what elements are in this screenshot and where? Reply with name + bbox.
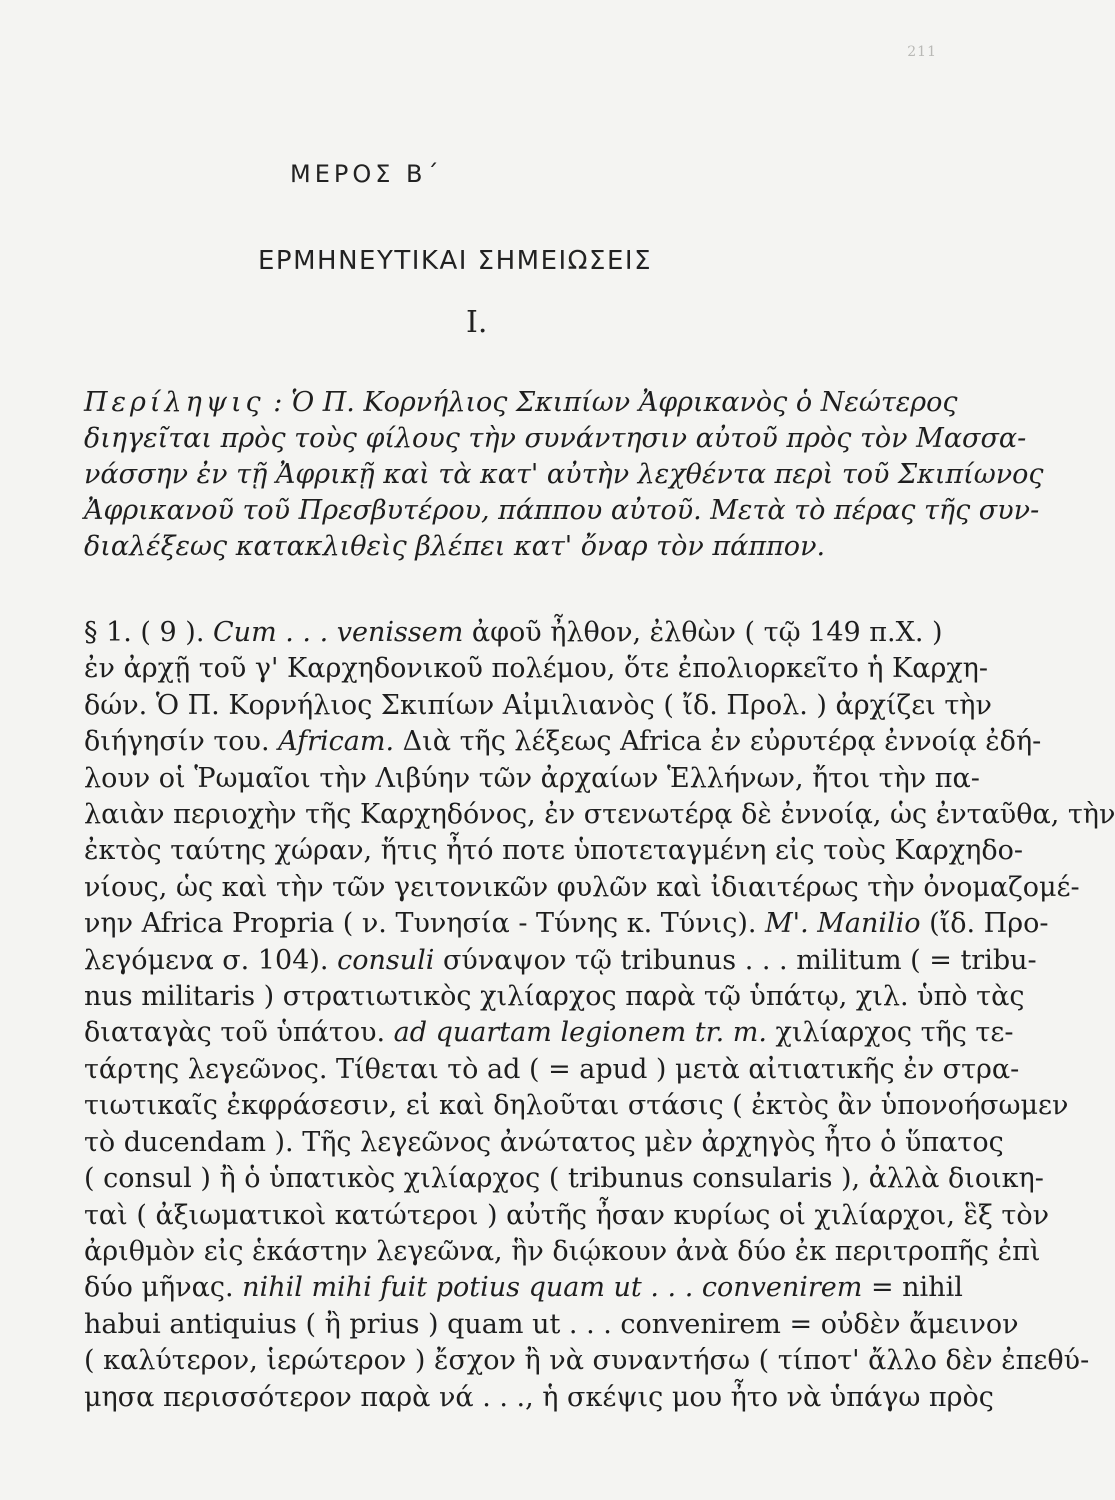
notes-line xyxy=(84,1161,1044,1197)
notes-line xyxy=(84,1198,1050,1234)
notes-text: τὸ ducendam ). Τῆς λεγεῶνος ἀνώτατος μὲν ἀρχηγὸς ἦτο ὁ ὕπατος xyxy=(84,1126,1004,1158)
latin-lemma: M'. Manilio xyxy=(765,908,921,940)
notes-line xyxy=(84,1088,1069,1124)
notes-text: nus militaris ) στρατιωτικὸς χιλίαρχος παρὰ τῷ ὑπάτῳ, χιλ. ὑπὸ τὰς xyxy=(84,981,1025,1013)
latin-lemma: consuli xyxy=(337,944,435,976)
summary-label: Περίληψις xyxy=(84,387,265,418)
notes-text: § 1. ( 9 ). xyxy=(84,617,214,648)
notes-line xyxy=(84,1307,1019,1343)
notes-text: = nihil xyxy=(862,1272,963,1304)
latin-lemma: nihil mihi fuit potius quam ut . . . convenirem xyxy=(242,1272,863,1304)
part-heading: ΜΕΡΟΣ Β΄ xyxy=(290,160,443,188)
notes-text: νην Africa Propria ( ν. Τυνησία - Τύνης κ. Τύνις). xyxy=(84,908,766,940)
notes-text: χιλίαρχος τῆς τε- xyxy=(766,1017,1014,1049)
latin-lemma: Africam. xyxy=(278,726,395,758)
notes-text: ἐν ἀρχῇ τοῦ γ' Καρχηδονικοῦ πολέμου, ὅτε ἐπολιορκεῖτο ἡ Καρχη- xyxy=(84,653,988,685)
notes-line xyxy=(84,724,1042,760)
summary-line: νάσσην ἐν τῇ Ἀφρικῇ καὶ τὰ κατ' αὐτὴν λεχθέντα περὶ τοῦ Σκιπίωνος xyxy=(84,459,1044,490)
roman-numeral: I. xyxy=(466,305,488,340)
summary-line xyxy=(84,385,958,421)
summary-line: Ἀφρικανοῦ τοῦ Πρεσβυτέρου, πάππου αὐτοῦ. Μετὰ τὸ πέρας τῆς συν- xyxy=(84,495,1040,526)
notes-line xyxy=(84,797,1115,833)
notes-text: σύναψον τῷ tribunus . . . militum ( = tribu- xyxy=(434,944,1037,976)
notes-line xyxy=(84,833,1023,869)
notes-text: δών. Ὁ Π. Κορνήλιος Σκιπίων Αἰμιλιανὸς ( ἴδ. Προλ. ) ἀρχίζει τὴν xyxy=(84,689,992,721)
notes-text: ἐκτὸς ταύτης χώραν, ἥτις ἦτό ποτε ὑποτεταγμένη εἰς τοὺς Καρχηδο- xyxy=(84,835,1023,867)
notes-text: νίους, ὡς καὶ τὴν τῶν γειτονικῶν φυλῶν καὶ ἰδιαιτέρως τὴν ὀνομαζομέ- xyxy=(84,871,1080,903)
notes-line xyxy=(84,651,988,687)
notes-text: ἀριθμὸν εἰς ἑκάστην λεγεῶνα, ἣν διῴκουν ἀνὰ δύο ἐκ περιτροπῆς ἐπὶ xyxy=(84,1235,1041,1267)
notes-text: τάρτης λεγεῶνος. Τίθεται τὸ ad ( = apud ) μετὰ αἰτιατικῆς ἐν στρα- xyxy=(84,1053,1020,1085)
notes-line xyxy=(84,1270,963,1306)
notes-text: habui antiquius ( ἢ prius ) quam ut . . . convenirem = οὐδὲν ἄμεινον xyxy=(84,1308,1019,1340)
page-number: 211 xyxy=(907,44,937,60)
notes-line xyxy=(84,1343,1090,1379)
notes-line xyxy=(84,979,1025,1015)
notes-text: λαιὰν περιοχὴν τῆς Καρχηδόνος, ἐν στενωτέρᾳ δὲ ἐννοίᾳ, ὡς ἐνταῦθα, τὴν xyxy=(84,799,1115,831)
latin-lemma: Cum . . . venissem xyxy=(213,617,464,648)
notes-line xyxy=(84,1380,994,1416)
summary-line: διαλέξεως κατακλιθεὶς βλέπει κατ' ὄναρ τὸν πάππον. xyxy=(84,531,826,562)
section-heading: ΕΡΜΗΝΕΥΤΙΚΑΙ ΣΗΜΕΙΩΣΕΙΣ xyxy=(258,246,652,276)
notes-text: λουν οἱ Ῥωμαῖοι τὴν Λιβύην τῶν ἀρχαίων Ἑλλήνων, ἤτοι τὴν πα- xyxy=(84,762,980,794)
notes-line xyxy=(84,615,943,651)
summary-paragraph xyxy=(84,385,1044,565)
notes-line xyxy=(84,1125,1004,1161)
notes-text: τιωτικαῖς ἐκφράσεσιν, εἰ καὶ δηλοῦται στάσις ( ἐκτὸς ἂν ὑπονοήσωμεν xyxy=(84,1090,1069,1122)
notes-text: διήγησίν του. xyxy=(84,726,279,758)
notes-text: διαταγὰς τοῦ ὑπάτου. xyxy=(84,1017,394,1049)
summary-line: διηγεῖται πρὸς τοὺς φίλους τὴν συνάντησιν αὐτοῦ πρὸς τὸν Μασσα- xyxy=(84,423,1027,454)
notes-text: ( consul ) ἢ ὁ ὑπατικὸς χιλίαρχος ( tribunus consularis ), ἀλλὰ διοικη- xyxy=(84,1163,1044,1195)
notes-text: Διὰ τῆς λέξεως Africa ἐν εὐρυτέρᾳ ἐννοίᾳ ἐδή- xyxy=(394,726,1042,758)
notes-line xyxy=(84,906,1049,942)
notes-line xyxy=(84,688,992,724)
notes-text: δύο μῆνας. xyxy=(84,1272,243,1304)
notes-paragraph xyxy=(84,615,1115,1416)
notes-text: ( καλύτερον, ἱερώτερον ) ἔσχον ἢ νὰ συναντήσω ( τίποτ' ἄλλο δὲν ἐπεθύ- xyxy=(84,1345,1090,1377)
notes-line xyxy=(84,1052,1020,1088)
notes-line xyxy=(84,870,1080,906)
notes-line xyxy=(84,1015,1014,1051)
notes-line xyxy=(84,1234,1041,1270)
notes-text: ταὶ ( ἀξιωματικοὶ κατώτεροι ) αὐτῆς ἦσαν κυρίως οἱ χιλίαρχοι, ἓξ τὸν xyxy=(84,1199,1050,1231)
notes-text: ἀφοῦ ἦλθον, ἐλθὼν ( τῷ 149 π.Χ. ) xyxy=(463,617,943,648)
notes-line xyxy=(84,761,980,797)
notes-text: μησα περισσότερον παρὰ νά . . ., ἡ σκέψις μου ἦτο νὰ ὑπάγω πρὸς xyxy=(84,1381,994,1413)
latin-lemma: ad quartam legionem tr. m. xyxy=(393,1017,767,1049)
summary-line-text: : Ὁ Π. Κορνήλιος Σκιπίων Ἀφρικανὸς ὁ Νεώτερος xyxy=(273,387,958,418)
notes-text: λεγόμενα σ. 104). xyxy=(84,944,338,976)
notes-text: (ἴδ. Προ- xyxy=(920,908,1049,940)
notes-line xyxy=(84,943,1037,979)
